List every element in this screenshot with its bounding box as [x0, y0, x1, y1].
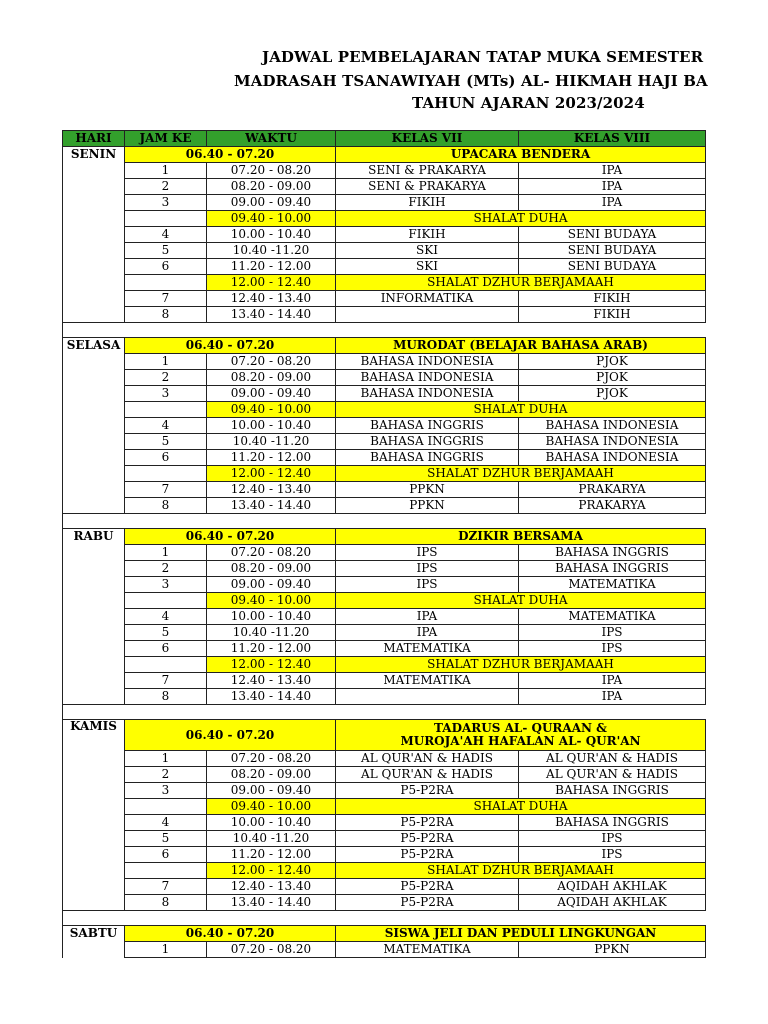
waktu-cell: 10.40 -11.20 [207, 831, 336, 847]
day-cell [63, 386, 125, 402]
day-cell [63, 354, 125, 370]
kelas-viii-cell: BAHASA INGGRIS [519, 815, 706, 831]
break-row [63, 211, 706, 227]
separator-cell [63, 705, 125, 720]
day-cell [63, 179, 125, 195]
jam-ke-cell: 2 [125, 179, 207, 195]
kelas-vii-cell: BAHASA INDONESIA [336, 370, 519, 386]
day-cell [63, 657, 125, 673]
jam-ke-cell [125, 402, 207, 418]
jam-ke-cell: 3 [125, 195, 207, 211]
opening-row [63, 147, 706, 163]
kelas-viii-cell: IPS [519, 847, 706, 863]
table-row [63, 641, 706, 657]
kelas-viii-cell: BAHASA INGGRIS [519, 545, 706, 561]
break-time: 12.00 - 12.40 [207, 863, 336, 879]
jam-ke-cell [125, 466, 207, 482]
break-row [63, 275, 706, 291]
table-row [63, 418, 706, 434]
break-row [63, 657, 706, 673]
waktu-cell: 10.40 -11.20 [207, 625, 336, 641]
break-time: 12.00 - 12.40 [207, 657, 336, 673]
kelas-vii-cell: MATEMATIKA [336, 942, 519, 958]
kelas-viii-cell: SENI BUDAYA [519, 227, 706, 243]
title-line-2: MADRASAH TSANAWIYAH (MTs) AL- HIKMAH HAJI BA [234, 72, 708, 90]
table-row [63, 291, 706, 307]
kelas-viii-cell: IPA [519, 673, 706, 689]
waktu-cell: 13.40 - 14.40 [207, 895, 336, 911]
day-cell [63, 561, 125, 577]
kelas-viii-cell: PJOK [519, 386, 706, 402]
day-cell [63, 751, 125, 767]
day-separator-row [63, 911, 706, 926]
opening-activity-line-1: TADARUS AL- QURAAN & [434, 721, 607, 735]
header-kelas-viii: KELAS VIII [519, 131, 706, 147]
kelas-viii-cell: PRAKARYA [519, 482, 706, 498]
waktu-cell: 09.00 - 09.40 [207, 577, 336, 593]
break-activity: SHALAT DZHUR BERJAMAAH [336, 275, 706, 291]
kelas-vii-cell: IPS [336, 577, 519, 593]
opening-time: 06.40 - 07.20 [125, 926, 336, 942]
table-row [63, 561, 706, 577]
break-time: 09.40 - 10.00 [207, 593, 336, 609]
kelas-viii-cell: IPA [519, 179, 706, 195]
waktu-cell: 08.20 - 09.00 [207, 370, 336, 386]
day-cell [63, 942, 125, 958]
separator-cell [63, 514, 125, 529]
waktu-cell: 07.20 - 08.20 [207, 942, 336, 958]
break-activity: SHALAT DZHUR BERJAMAAH [336, 863, 706, 879]
jam-ke-cell: 1 [125, 751, 207, 767]
kelas-viii-cell: AL QUR'AN & HADIS [519, 767, 706, 783]
day-cell [63, 227, 125, 243]
separator-fill [125, 323, 706, 338]
jam-ke-cell: 6 [125, 450, 207, 466]
break-activity: SHALAT DUHA [336, 402, 706, 418]
jam-ke-cell: 5 [125, 831, 207, 847]
jam-ke-cell: 8 [125, 895, 207, 911]
table-row [63, 751, 706, 767]
day-cell [63, 370, 125, 386]
table-header-row [63, 131, 706, 147]
kelas-vii-cell: BAHASA INGGRIS [336, 450, 519, 466]
kelas-viii-cell: IPA [519, 163, 706, 179]
break-activity: SHALAT DUHA [336, 211, 706, 227]
jam-ke-cell: 4 [125, 227, 207, 243]
break-activity: SHALAT DZHUR BERJAMAAH [336, 657, 706, 673]
title-line-3: TAHUN AJARAN 2023/2024 [412, 94, 645, 112]
waktu-cell: 07.20 - 08.20 [207, 163, 336, 179]
opening-time: 06.40 - 07.20 [125, 338, 336, 354]
opening-activity-line-2: MUROJA'AH HAFALAN AL- QUR'AN [400, 734, 641, 748]
kelas-viii-cell: PJOK [519, 354, 706, 370]
break-row [63, 593, 706, 609]
table-row [63, 163, 706, 179]
waktu-cell: 12.40 - 13.40 [207, 291, 336, 307]
jam-ke-cell: 6 [125, 259, 207, 275]
opening-time: 06.40 - 07.20 [125, 529, 336, 545]
jam-ke-cell: 4 [125, 815, 207, 831]
break-time: 12.00 - 12.40 [207, 275, 336, 291]
break-activity: SHALAT DZHUR BERJAMAAH [336, 466, 706, 482]
table-row [63, 895, 706, 911]
header-waktu: WAKTU [207, 131, 336, 147]
kelas-vii-cell [336, 307, 519, 323]
day-name: KAMIS [63, 720, 125, 751]
waktu-cell: 11.20 - 12.00 [207, 847, 336, 863]
kelas-viii-cell: SENI BUDAYA [519, 259, 706, 275]
day-cell [63, 418, 125, 434]
waktu-cell: 10.00 - 10.40 [207, 609, 336, 625]
table-row [63, 307, 706, 323]
kelas-viii-cell: IPA [519, 195, 706, 211]
kelas-vii-cell: IPS [336, 545, 519, 561]
day-cell [63, 641, 125, 657]
table-row [63, 783, 706, 799]
jam-ke-cell: 7 [125, 879, 207, 895]
jam-ke-cell: 5 [125, 625, 207, 641]
day-cell [63, 402, 125, 418]
day-cell [63, 831, 125, 847]
kelas-vii-cell: FIKIH [336, 195, 519, 211]
day-cell [63, 482, 125, 498]
kelas-viii-cell: BAHASA INDONESIA [519, 434, 706, 450]
kelas-viii-cell: BAHASA INGGRIS [519, 561, 706, 577]
day-cell [63, 895, 125, 911]
kelas-vii-cell: IPA [336, 609, 519, 625]
table-row [63, 370, 706, 386]
schedule-table [62, 130, 706, 958]
waktu-cell: 13.40 - 14.40 [207, 307, 336, 323]
day-cell [63, 879, 125, 895]
jam-ke-cell: 2 [125, 370, 207, 386]
kelas-vii-cell: P5-P2RA [336, 831, 519, 847]
day-cell [63, 498, 125, 514]
kelas-viii-cell: IPS [519, 641, 706, 657]
day-cell [63, 307, 125, 323]
kelas-vii-cell: SENI & PRAKARYA [336, 163, 519, 179]
waktu-cell: 10.00 - 10.40 [207, 815, 336, 831]
day-cell [63, 211, 125, 227]
day-cell [63, 625, 125, 641]
table-row [63, 498, 706, 514]
kelas-vii-cell: MATEMATIKA [336, 673, 519, 689]
jam-ke-cell [125, 863, 207, 879]
kelas-viii-cell: SENI BUDAYA [519, 243, 706, 259]
day-cell [63, 450, 125, 466]
kelas-vii-cell: BAHASA INDONESIA [336, 354, 519, 370]
day-name: RABU [63, 529, 125, 545]
waktu-cell: 13.40 - 14.40 [207, 498, 336, 514]
kelas-vii-cell: AL QUR'AN & HADIS [336, 767, 519, 783]
kelas-viii-cell: FIKIH [519, 291, 706, 307]
table-row [63, 673, 706, 689]
break-activity: SHALAT DUHA [336, 593, 706, 609]
day-cell [63, 815, 125, 831]
kelas-viii-cell: PRAKARYA [519, 498, 706, 514]
waktu-cell: 12.40 - 13.40 [207, 673, 336, 689]
kelas-vii-cell: BAHASA INGGRIS [336, 434, 519, 450]
kelas-viii-cell: AL QUR'AN & HADIS [519, 751, 706, 767]
break-time: 09.40 - 10.00 [207, 402, 336, 418]
break-activity: SHALAT DUHA [336, 799, 706, 815]
break-time: 12.00 - 12.40 [207, 466, 336, 482]
day-cell [63, 577, 125, 593]
jam-ke-cell [125, 211, 207, 227]
day-cell [63, 545, 125, 561]
day-cell [63, 195, 125, 211]
jam-ke-cell: 7 [125, 673, 207, 689]
jam-ke-cell: 8 [125, 307, 207, 323]
opening-activity: SISWA JELI DAN PEDULI LINGKUNGAN [336, 926, 706, 942]
kelas-viii-cell: BAHASA INGGRIS [519, 783, 706, 799]
day-separator-row [63, 323, 706, 338]
waktu-cell: 12.40 - 13.40 [207, 879, 336, 895]
waktu-cell: 11.20 - 12.00 [207, 259, 336, 275]
kelas-vii-cell: INFORMATIKA [336, 291, 519, 307]
jam-ke-cell: 8 [125, 498, 207, 514]
kelas-vii-cell: PPKN [336, 482, 519, 498]
kelas-vii-cell: P5-P2RA [336, 895, 519, 911]
jam-ke-cell [125, 657, 207, 673]
day-cell [63, 434, 125, 450]
day-cell [63, 593, 125, 609]
opening-activity: DZIKIR BERSAMA [336, 529, 706, 545]
table-row [63, 625, 706, 641]
header-kelas-vii: KELAS VII [336, 131, 519, 147]
separator-fill [125, 911, 706, 926]
table-row [63, 545, 706, 561]
opening-activity: UPACARA BENDERA [336, 147, 706, 163]
break-time: 09.40 - 10.00 [207, 211, 336, 227]
table-row [63, 831, 706, 847]
kelas-viii-cell: IPA [519, 689, 706, 705]
jam-ke-cell: 7 [125, 482, 207, 498]
table-row [63, 243, 706, 259]
jam-ke-cell: 2 [125, 767, 207, 783]
jam-ke-cell: 7 [125, 291, 207, 307]
kelas-vii-cell: BAHASA INGGRIS [336, 418, 519, 434]
opening-row [63, 720, 706, 751]
waktu-cell: 08.20 - 09.00 [207, 561, 336, 577]
kelas-vii-cell: SENI & PRAKARYA [336, 179, 519, 195]
jam-ke-cell: 1 [125, 942, 207, 958]
kelas-viii-cell: IPS [519, 831, 706, 847]
jam-ke-cell: 6 [125, 847, 207, 863]
opening-row [63, 926, 706, 942]
day-separator-row [63, 514, 706, 529]
kelas-vii-cell: P5-P2RA [336, 783, 519, 799]
jam-ke-cell: 3 [125, 783, 207, 799]
jam-ke-cell: 2 [125, 561, 207, 577]
kelas-vii-cell: P5-P2RA [336, 879, 519, 895]
kelas-vii-cell: BAHASA INDONESIA [336, 386, 519, 402]
day-cell [63, 863, 125, 879]
waktu-cell: 09.00 - 09.40 [207, 195, 336, 211]
day-name: SABTU [63, 926, 125, 942]
day-cell [63, 259, 125, 275]
opening-row [63, 338, 706, 354]
table-row [63, 942, 706, 958]
jam-ke-cell: 4 [125, 418, 207, 434]
waktu-cell: 11.20 - 12.00 [207, 641, 336, 657]
table-row [63, 609, 706, 625]
table-row [63, 354, 706, 370]
day-cell [63, 783, 125, 799]
kelas-viii-cell: IPS [519, 625, 706, 641]
day-cell [63, 609, 125, 625]
kelas-viii-cell: PPKN [519, 942, 706, 958]
jam-ke-cell: 3 [125, 577, 207, 593]
table-row [63, 847, 706, 863]
jam-ke-cell: 8 [125, 689, 207, 705]
table-row [63, 450, 706, 466]
kelas-vii-cell: SKI [336, 243, 519, 259]
jam-ke-cell [125, 593, 207, 609]
kelas-viii-cell: AQIDAH AKHLAK [519, 895, 706, 911]
title-line-1: JADWAL PEMBELAJARAN TATAP MUKA SEMESTER [262, 48, 704, 66]
table-row [63, 227, 706, 243]
header-jam-ke: JAM KE [125, 131, 207, 147]
kelas-vii-cell [336, 689, 519, 705]
waktu-cell: 13.40 - 14.40 [207, 689, 336, 705]
separator-cell [63, 911, 125, 926]
kelas-viii-cell: BAHASA INDONESIA [519, 450, 706, 466]
kelas-viii-cell: AQIDAH AKHLAK [519, 879, 706, 895]
kelas-viii-cell: MATEMATIKA [519, 577, 706, 593]
table-row [63, 179, 706, 195]
waktu-cell: 10.40 -11.20 [207, 434, 336, 450]
waktu-cell: 09.00 - 09.40 [207, 783, 336, 799]
waktu-cell: 07.20 - 08.20 [207, 751, 336, 767]
jam-ke-cell [125, 275, 207, 291]
jam-ke-cell: 5 [125, 434, 207, 450]
table-row [63, 879, 706, 895]
kelas-vii-cell: SKI [336, 259, 519, 275]
day-cell [63, 847, 125, 863]
day-cell [63, 767, 125, 783]
table-row [63, 434, 706, 450]
jam-ke-cell: 1 [125, 354, 207, 370]
day-cell [63, 275, 125, 291]
day-cell [63, 799, 125, 815]
waktu-cell: 11.20 - 12.00 [207, 450, 336, 466]
day-name: SENIN [63, 147, 125, 163]
opening-row [63, 529, 706, 545]
day-cell [63, 673, 125, 689]
day-cell [63, 291, 125, 307]
waktu-cell: 10.40 -11.20 [207, 243, 336, 259]
table-row [63, 482, 706, 498]
day-cell [63, 689, 125, 705]
jam-ke-cell: 5 [125, 243, 207, 259]
waktu-cell: 08.20 - 09.00 [207, 767, 336, 783]
kelas-vii-cell: FIKIH [336, 227, 519, 243]
waktu-cell: 10.00 - 10.40 [207, 418, 336, 434]
break-row [63, 799, 706, 815]
table-row [63, 689, 706, 705]
day-separator-row [63, 705, 706, 720]
opening-time: 06.40 - 07.20 [125, 147, 336, 163]
kelas-viii-cell: MATEMATIKA [519, 609, 706, 625]
jam-ke-cell: 1 [125, 545, 207, 561]
jam-ke-cell: 1 [125, 163, 207, 179]
kelas-viii-cell: BAHASA INDONESIA [519, 418, 706, 434]
waktu-cell: 08.20 - 09.00 [207, 179, 336, 195]
break-time: 09.40 - 10.00 [207, 799, 336, 815]
table-row [63, 815, 706, 831]
waktu-cell: 07.20 - 08.20 [207, 354, 336, 370]
opening-time: 06.40 - 07.20 [125, 720, 336, 751]
waktu-cell: 12.40 - 13.40 [207, 482, 336, 498]
table-row [63, 386, 706, 402]
kelas-vii-cell: IPS [336, 561, 519, 577]
break-row [63, 402, 706, 418]
opening-activity [336, 720, 706, 751]
kelas-vii-cell: MATEMATIKA [336, 641, 519, 657]
separator-fill [125, 514, 706, 529]
table-row [63, 195, 706, 211]
waktu-cell: 09.00 - 09.40 [207, 386, 336, 402]
kelas-vii-cell: P5-P2RA [336, 815, 519, 831]
day-cell [63, 243, 125, 259]
break-row [63, 466, 706, 482]
kelas-vii-cell: AL QUR'AN & HADIS [336, 751, 519, 767]
jam-ke-cell [125, 799, 207, 815]
header-hari: HARI [63, 131, 125, 147]
kelas-vii-cell: PPKN [336, 498, 519, 514]
kelas-vii-cell: P5-P2RA [336, 847, 519, 863]
day-name: SELASA [63, 338, 125, 354]
day-cell [63, 466, 125, 482]
table-row [63, 767, 706, 783]
kelas-viii-cell: PJOK [519, 370, 706, 386]
table-row [63, 577, 706, 593]
jam-ke-cell: 4 [125, 609, 207, 625]
opening-activity: MURODAT (BELAJAR BAHASA ARAB) [336, 338, 706, 354]
waktu-cell: 07.20 - 08.20 [207, 545, 336, 561]
jam-ke-cell: 3 [125, 386, 207, 402]
day-cell [63, 163, 125, 179]
kelas-vii-cell: IPA [336, 625, 519, 641]
break-row [63, 863, 706, 879]
separator-fill [125, 705, 706, 720]
waktu-cell: 10.00 - 10.40 [207, 227, 336, 243]
kelas-viii-cell: FIKIH [519, 307, 706, 323]
table-row [63, 259, 706, 275]
separator-cell [63, 323, 125, 338]
jam-ke-cell: 6 [125, 641, 207, 657]
